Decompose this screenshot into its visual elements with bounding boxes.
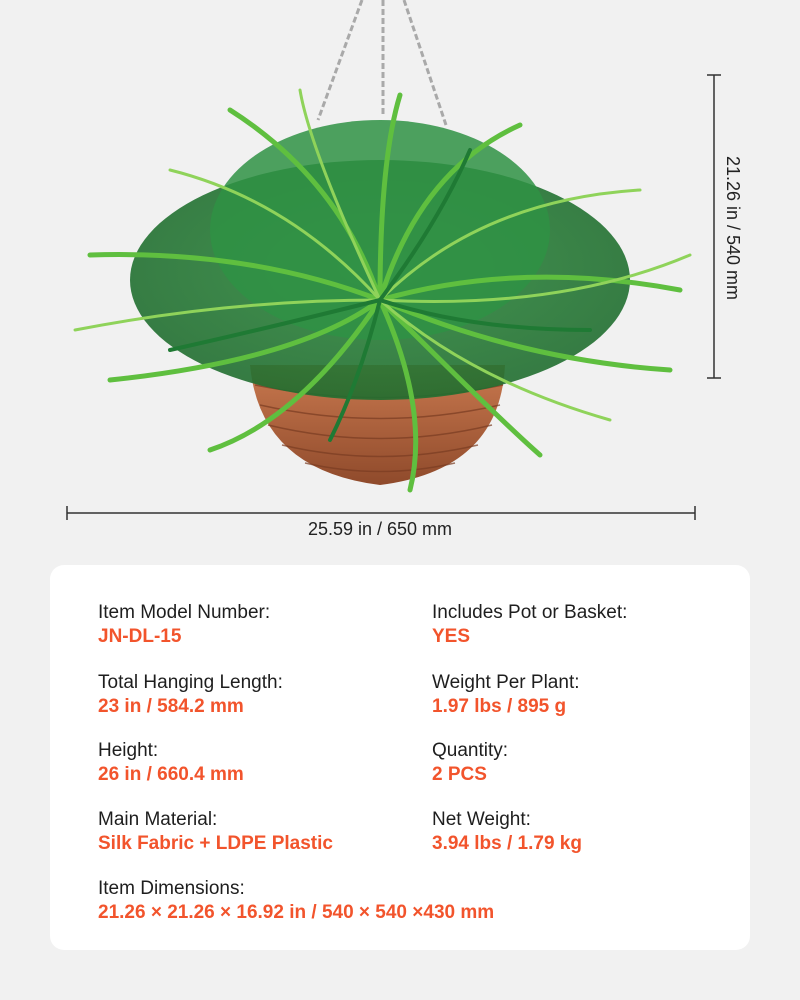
- spec-label: Height:: [98, 740, 159, 761]
- spec-main-material: [98, 808, 418, 856]
- spec-weight-per-plant: [432, 671, 752, 719]
- height-dimension-line: [707, 75, 721, 378]
- spec-label: Item Dimensions:: [98, 878, 245, 899]
- spec-hanging-length: [98, 671, 418, 719]
- spec-label: Main Material:: [98, 809, 218, 830]
- spec-label: Net Weight:: [432, 809, 531, 830]
- spec-label: Item Model Number:: [98, 602, 271, 623]
- spec-value: 21.26 × 21.26 × 16.92 in / 540 × 540 ×430 mm: [98, 902, 495, 923]
- hanging-chain: [318, 0, 446, 125]
- spec-height: [98, 739, 418, 787]
- spec-value: 2 PCS: [432, 764, 487, 785]
- spec-card: [50, 565, 750, 950]
- spec-value: 1.97 lbs / 895 g: [432, 696, 567, 717]
- spec-value: 26 in / 660.4 mm: [98, 764, 244, 785]
- spec-net-weight: [432, 808, 752, 856]
- width-dimension-label: 25.59 in / 650 mm: [307, 519, 453, 539]
- height-dimension-label: 21.26 in / 540 mm: [723, 155, 743, 301]
- spec-label: Includes Pot or Basket:: [432, 602, 628, 623]
- spec-model-number: [98, 601, 418, 649]
- spec-quantity: [432, 739, 752, 787]
- spec-includes-pot: [432, 601, 752, 649]
- spec-label: Total Hanging Length:: [98, 672, 283, 693]
- spec-label: Quantity:: [432, 740, 509, 761]
- spec-item-dimensions: [98, 877, 698, 925]
- spec-value: 23 in / 584.2 mm: [98, 696, 244, 717]
- spec-value: JN-DL-15: [98, 626, 182, 647]
- spec-value: Silk Fabric + LDPE Plastic: [98, 833, 333, 854]
- spec-value: YES: [432, 626, 471, 647]
- width-dimension-line: [67, 506, 695, 520]
- spec-label: Weight Per Plant:: [432, 672, 580, 693]
- spec-value: 3.94 lbs / 1.79 kg: [432, 833, 582, 854]
